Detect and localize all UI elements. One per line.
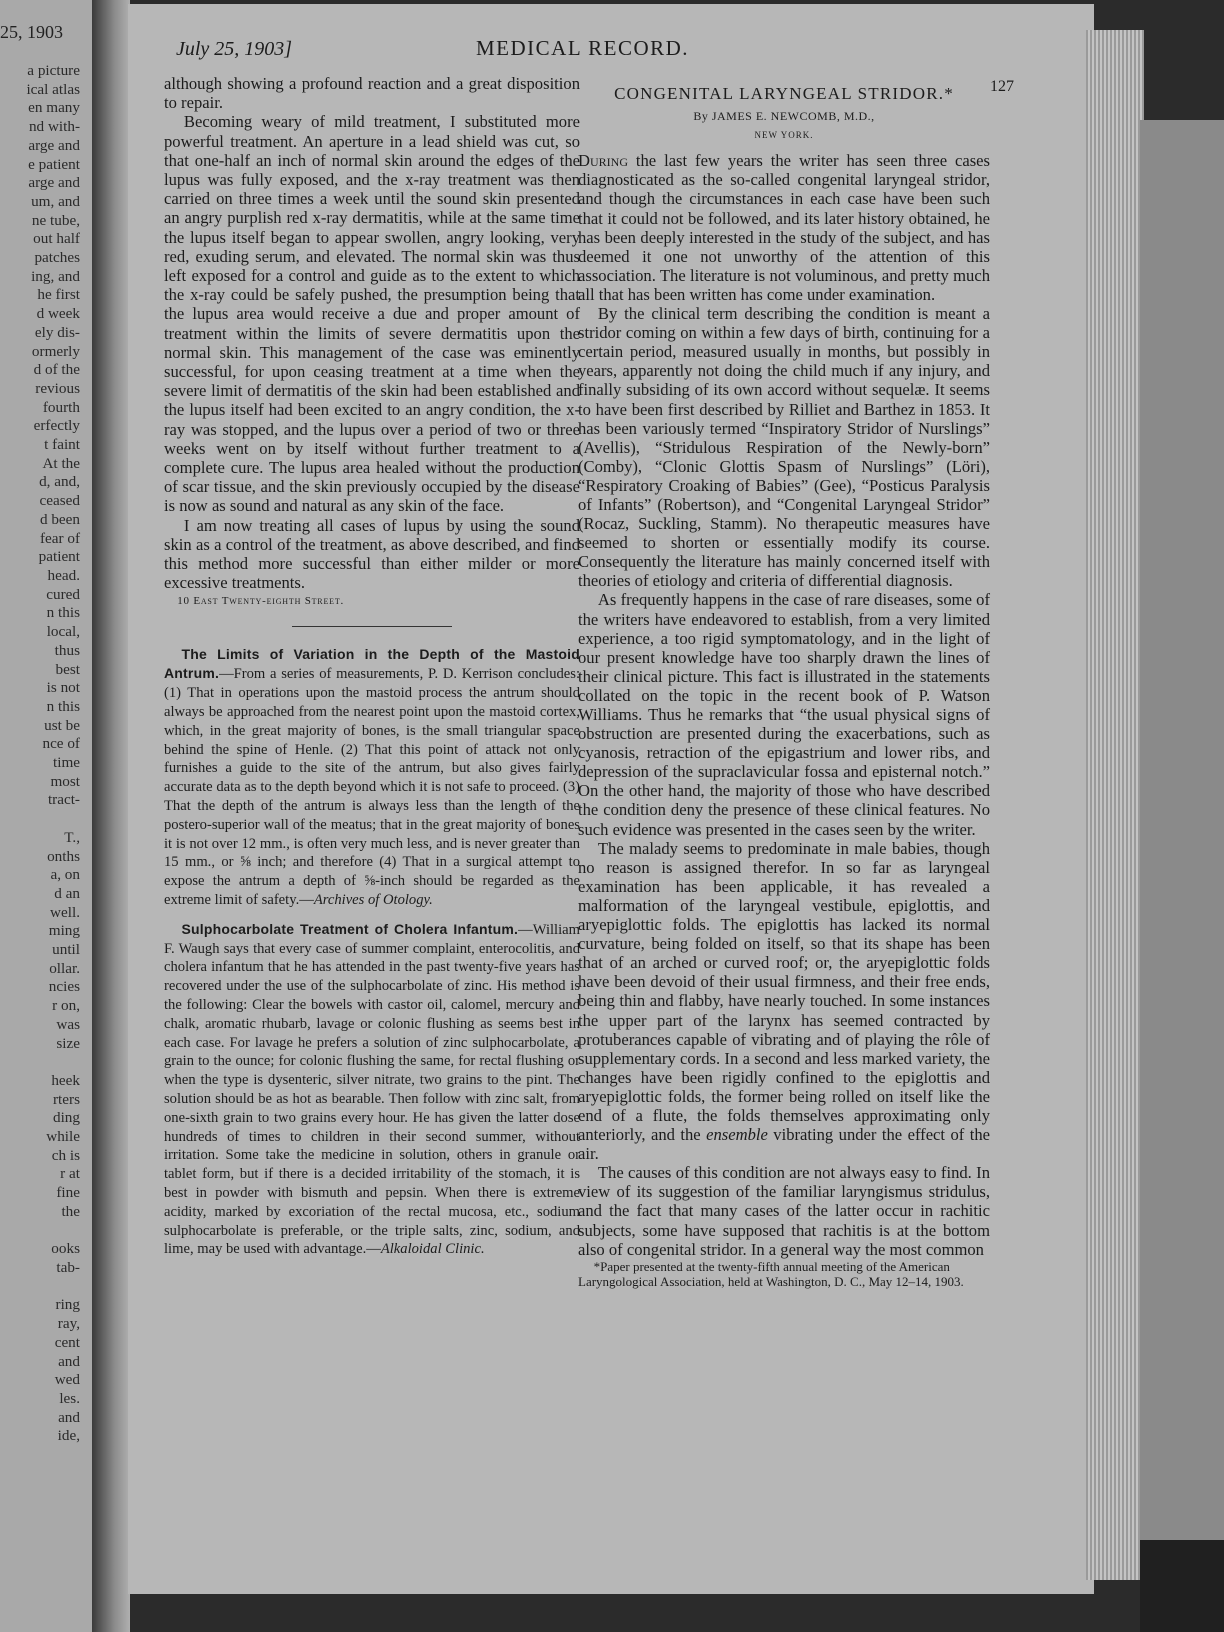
previous-page-fragment: cent bbox=[54, 1333, 80, 1351]
previous-page-fragment: d an bbox=[54, 884, 80, 902]
previous-page-fragment: en many bbox=[28, 99, 80, 117]
previous-page-fragment: revious bbox=[35, 379, 80, 397]
book-cover-bottom bbox=[1140, 1540, 1224, 1632]
drop-word: During bbox=[578, 151, 628, 171]
previous-page-fragment bbox=[2, 1278, 92, 1297]
previous-page-fragment: fourth bbox=[42, 398, 80, 416]
previous-page-fragment: arge and bbox=[28, 174, 80, 192]
previous-page-fragment: patient bbox=[38, 548, 80, 566]
previous-page-fragment: t faint bbox=[44, 436, 80, 454]
previous-page-fragment: T., bbox=[64, 828, 80, 846]
section-divider bbox=[292, 626, 452, 627]
previous-page-fragment: thus bbox=[54, 641, 80, 659]
previous-page-fragment: a, on bbox=[50, 866, 80, 884]
article-place: NEW YORK. bbox=[754, 130, 814, 141]
previous-page-fragment: n this bbox=[46, 604, 80, 622]
previous-page-fragment: the bbox=[61, 1202, 80, 1220]
stridor-paragraph-4-end: vibrating under the effect of the air. bbox=[578, 1125, 990, 1164]
previous-page-fragment: onths bbox=[47, 847, 80, 865]
previous-page-fragment: size bbox=[56, 1034, 80, 1052]
lupus-paragraph-2: Becoming weary of mild treatment, I substituted more powerful treatment. An aperture in a lead shield was cut, so that one-half an inch of normal skin around the edges of the lupus was fully exposed, and the x-ray treatment was then carried on three times a week until the sound skin presented an angry purplish red x-ray dermatitis, while at the same time the lupus itself began to appear swollen, angry looking, very red, exuding serum, and elevated. The normal skin was thus left exposed for a control and guide as to the extent to which the x-ray could be safely pushed, the presumption being that the lupus area would receive a due and proper amount of treatment within the limits of severe dermatitis upon the normal skin. This management of the case was eminently successful, for upon ceasing treatment at a time when the severe limit of dermatitis of the skin had been established and the lupus itself had been excited to an angry condition, the x-ray was stopped, and the lupus over a period of two or three weeks went on by itself without further treatment to a complete cure. The lupus area healed without the production of scar tissue, and the skin previously occupied by the disease is now as sound and natural as any skin of the face. bbox=[164, 112, 580, 516]
journal-title: MEDICAL RECORD. bbox=[476, 36, 690, 60]
book-gutter bbox=[92, 0, 130, 1632]
previous-page-fragment: At the bbox=[42, 454, 80, 472]
mastoid-heading: The Limits of Variation in the Depth of the Mastoid Antrum. bbox=[164, 645, 580, 682]
previous-page-fragment: local, bbox=[46, 623, 80, 641]
previous-page-fragment: and bbox=[58, 1352, 80, 1370]
previous-page-fragment: cured bbox=[46, 585, 80, 603]
previous-page-fragment: ely dis- bbox=[34, 323, 80, 341]
previous-page-fragment: r on, bbox=[52, 997, 80, 1015]
previous-page-fragment: fine bbox=[56, 1184, 80, 1202]
previous-page-fragment: ncies bbox=[48, 978, 80, 996]
previous-page-fragment bbox=[2, 1053, 92, 1072]
previous-page-fragment: ing, and bbox=[31, 267, 80, 285]
page-number: 127 bbox=[990, 78, 1014, 95]
lupus-paragraph-3: I am now treating all cases of lupus by using the sound skin as a control of the treatment, as above described, and find this method more successful than either milder or more excessive treatments. bbox=[164, 515, 580, 593]
previous-page-fragment: d week bbox=[36, 305, 80, 323]
previous-page-fragment: ding bbox=[52, 1109, 80, 1127]
previous-page-fragment: ring bbox=[55, 1296, 80, 1314]
previous-page-fragment: head. bbox=[47, 566, 80, 584]
stridor-paragraph-4-text: The malady seems to predominate in male babies, though no reason is assigned therefor. In so far as laryngeal examination has been applicable, it has revealed a malformation of the laryngeal vestibule, epiglottis, and aryepiglottic folds. The epiglottis has lacked its normal curvature, being folded on itself, so that its shape has been that of an arched or curved roof; or, the aryepiglottic folds have been devoid of their usual firmness, and their free ends, being thin and flabby, have nearly touched. In some instances the upper part of the larynx has seemed contracted by protuberances capable of vibrating and of playing the rôle of supplementary cords. In a second and less marked variety, the changes have been rigidly confined to the epiglottis and aryepiglottic folds, the former being rolled on itself like the end of a flute, the folds themselves approximating only anteriorly, and the bbox=[578, 838, 990, 1145]
previous-page-fragment: d, and, bbox=[39, 473, 80, 491]
previous-page-fragment: nd with- bbox=[28, 118, 80, 136]
stridor-paragraph-4 bbox=[578, 839, 990, 1164]
cholera-source: Alkaloidal Clinic. bbox=[380, 1241, 485, 1258]
previous-page-fragment: most bbox=[50, 772, 80, 790]
page-edges bbox=[1086, 30, 1144, 1580]
previous-page-fragment: arge and bbox=[28, 136, 80, 154]
previous-page-margin bbox=[0, 0, 92, 1632]
previous-page-fragment bbox=[2, 810, 92, 829]
previous-page-fragment: a picture bbox=[27, 62, 80, 79]
previous-page-fragment: ray, bbox=[57, 1315, 80, 1333]
italic-term: ensemble bbox=[706, 1125, 768, 1145]
previous-page-fragment: wed bbox=[54, 1371, 80, 1389]
cholera-body: —William F. Waugh says that every case of summer complaint, enterocolitis, and cholera infantum that he has attended in the past twenty-five years has recovered under the use of the sulphocarbolate of zinc. His method is the following: Clear the bowels with castor oil, calomel, mercury and chalk, aromatic rhubarb, lavage or colonic flushing as seems best in each case. For lavage he prefers a solution of zinc sulphocarbolate, a grain to the ounce; for colonic flushing the same, for rectal flushing or when the type is dysenteric, silver nitrate, two grains to the pint. The solution should be as hot as bearable. Then follow with zinc salt, from one-sixth grain to two grains every hour. He has given the latter dose hundreds of times to children in their second summer, without irritation. Some take the medicine in solution, others in granule or tablet form, but if there is a decided irritability of the stomach, it is best in powder with bismuth and pepsin. When there is extreme acidity, marked by excoriation of the rectal mucosa, etc., sodium sulphocarbolate is preferable, or the triple salts, zinc, sodium, and lime, may be used with advantage.— bbox=[164, 921, 580, 1258]
previous-page-fragment: best bbox=[55, 660, 80, 678]
mastoid-body: —From a series of measurements, P. D. Kerrison concludes: (1) That in operations upon the mastoid process the antrum should always be approached from the nearest point upon the mastoid cortex, which, in the great majority of bones, is the small triangular space behind the spine of Henle. (2) That this point of attack not only furnishes a guide to the site of the antrum, but also gives fairly accurate data as to the depth beyond which it is not safe to proceed. (3) That the depth of the antrum is always less than the length of the postero-superior wall of the meatus; that in the great majority of bones it is not over 12 mm., is often very much less, and is never greater than 15 mm., or ⅝ inch; and therefore (4) That in a surgical attempt to expose the antrum a depth of ⅝-inch should be regarded as the extreme limit of safety.— bbox=[164, 666, 580, 909]
previous-page-fragment: les. bbox=[59, 1389, 80, 1407]
article-title: CONGENITAL LARYNGEAL STRIDOR.* bbox=[614, 84, 954, 103]
previous-page-fragment bbox=[2, 1222, 92, 1241]
stridor-paragraph-2: By the clinical term describing the condition is meant a stridor coming on within a few days of birth, continuing for a certain period, measured usually in months, but possibly in years, apparently not doing the child much if any injury, and finally subsiding of its own accord without sequelæ. It seems to have been first described by Rilliet and Barthez in 1853. It has been variously termed “Inspiratory Stridor of Nurslings” (Avellis), “Stridulous Respiration of the Newly-born” (Comby), “Clonic Glottis Spasm of Nurslings” (Löri), “Respiratory Croaking of Babies” (Gee), “Posticus Paralysis of Infants” (Robertson), and “Congenital Laryngeal Stridor” (Rocaz, Suckling, Stamm). No therapeutic measures have seemed to shorten or essentially modify its course. Consequently the literature has mainly concerned itself with theories of etiology and criteria of differential diagnosis. bbox=[578, 304, 990, 591]
previous-page-fragment: ming bbox=[48, 922, 80, 940]
previous-page-fragment: he first bbox=[37, 286, 80, 304]
previous-page-fragment: fear of bbox=[39, 529, 80, 547]
previous-page-fragment: is not bbox=[46, 679, 80, 697]
previous-page-fragment: e patient bbox=[28, 155, 80, 173]
running-header bbox=[176, 36, 1046, 66]
previous-page-fragment: d of the bbox=[33, 361, 80, 379]
previous-page-fragment: and bbox=[58, 1408, 80, 1426]
previous-page-fragment: ical atlas bbox=[26, 80, 80, 98]
previous-page-fragment: rters bbox=[53, 1090, 80, 1108]
previous-page-fragment: time bbox=[53, 754, 80, 772]
previous-page-fragment: tract- bbox=[47, 791, 80, 809]
left-column bbox=[164, 74, 580, 1259]
cholera-heading: Sulphocarbolate Treatment of Cholera Infantum. bbox=[181, 920, 519, 937]
right-column bbox=[578, 84, 990, 1289]
mastoid-abstract bbox=[164, 645, 580, 910]
previous-page-fragment: ceased bbox=[39, 492, 80, 510]
previous-page-fragment: ooks bbox=[51, 1240, 80, 1258]
author-address: 10 East Twenty-eighth Street. bbox=[177, 595, 345, 608]
previous-page-fragment: was bbox=[56, 1015, 80, 1033]
previous-page-fragment: until bbox=[52, 941, 80, 959]
previous-page-fragment: d been bbox=[39, 510, 80, 528]
stridor-paragraph-3: As frequently happens in the case of rare diseases, some of the writers have endeavored to establish, from a very limited experience, a too rigid symptomatology, and in the light of our present knowledge have too sharply drawn the lines of their clinical picture. This fact is illustrated in the statements collated on the topic in the recent book of P. Watson Williams. Thus he remarks that “the usual physical signs of obstruction are presented during the exacerbations, such as cyanosis, retraction of the epigastrium and lower ribs, and depression of the supraclavicular fossa and episternal notch.” On the other hand, the majority of those who have described the condition deny the presence of these clinical features. No such evidence was presented in the cases seen by the writer. bbox=[578, 590, 990, 839]
journal-page bbox=[128, 4, 1094, 1594]
article-byline: By JAMES E. NEWCOMB, M.D., bbox=[693, 109, 875, 124]
stridor-paragraph-1-text: the last few years the writer has seen three cases diagnosticated as the so-called congenital laryngeal stridor, and though the circumstances in each case have been such that it could not be followed, and its later history obtained, he has been deeply interested in the study of the subject, and has deemed it one not unworthy of the attention of this association. The literature is not voluminous, and pretty much all that has been written has come under examination. bbox=[578, 151, 990, 304]
issue-date: July 25, 1903] bbox=[176, 38, 293, 60]
previous-page-fragment: r at bbox=[60, 1165, 80, 1183]
previous-page-fragment: ide, bbox=[57, 1427, 80, 1445]
previous-page-fragment: tab- bbox=[56, 1259, 80, 1276]
previous-page-fragment: ust be bbox=[44, 716, 80, 734]
previous-page-fragment: out half bbox=[33, 230, 80, 248]
previous-page-fragment: heek bbox=[51, 1071, 80, 1089]
previous-page-fragment: um, and bbox=[31, 192, 80, 210]
previous-page-fragment: n this bbox=[46, 697, 80, 715]
previous-page-fragment: ch is bbox=[51, 1146, 80, 1164]
previous-page-fragment: while bbox=[46, 1128, 80, 1146]
previous-page-fragment: well. bbox=[50, 903, 80, 921]
lupus-paragraph-1: although showing a profound reaction and a great disposition to repair. bbox=[164, 74, 580, 113]
mastoid-source: Archives of Otology. bbox=[313, 892, 433, 909]
cholera-abstract bbox=[164, 920, 580, 1259]
previous-page-fragment: erfectly bbox=[33, 417, 80, 435]
previous-page-header: 25, 1903 bbox=[0, 22, 63, 42]
previous-page-fragment: ollar. bbox=[49, 959, 80, 977]
previous-page-text-fragments bbox=[2, 62, 92, 1446]
book-cover bbox=[1140, 120, 1224, 1550]
previous-page-fragment: patches bbox=[34, 249, 80, 267]
stridor-paragraph-5: The causes of this condition are not always easy to find. In view of its suggestion of the familiar laryngismus stridulus, and the fact that many cases of the latter occur in rachitic subjects, some have supposed that rachitis is at the bottom also of congenital stridor. In a general way the most common bbox=[578, 1163, 990, 1259]
previous-page-fragment: ormerly bbox=[31, 342, 80, 360]
previous-page-fragment: ne tube, bbox=[31, 211, 80, 229]
footnote: *Paper presented at the twenty-fifth annual meeting of the American Laryngological Association, held at Washington, D. C., May 12–14, 1903. bbox=[578, 1258, 964, 1289]
previous-page-fragment: nce of bbox=[42, 735, 80, 753]
stridor-paragraph-1 bbox=[578, 151, 990, 304]
